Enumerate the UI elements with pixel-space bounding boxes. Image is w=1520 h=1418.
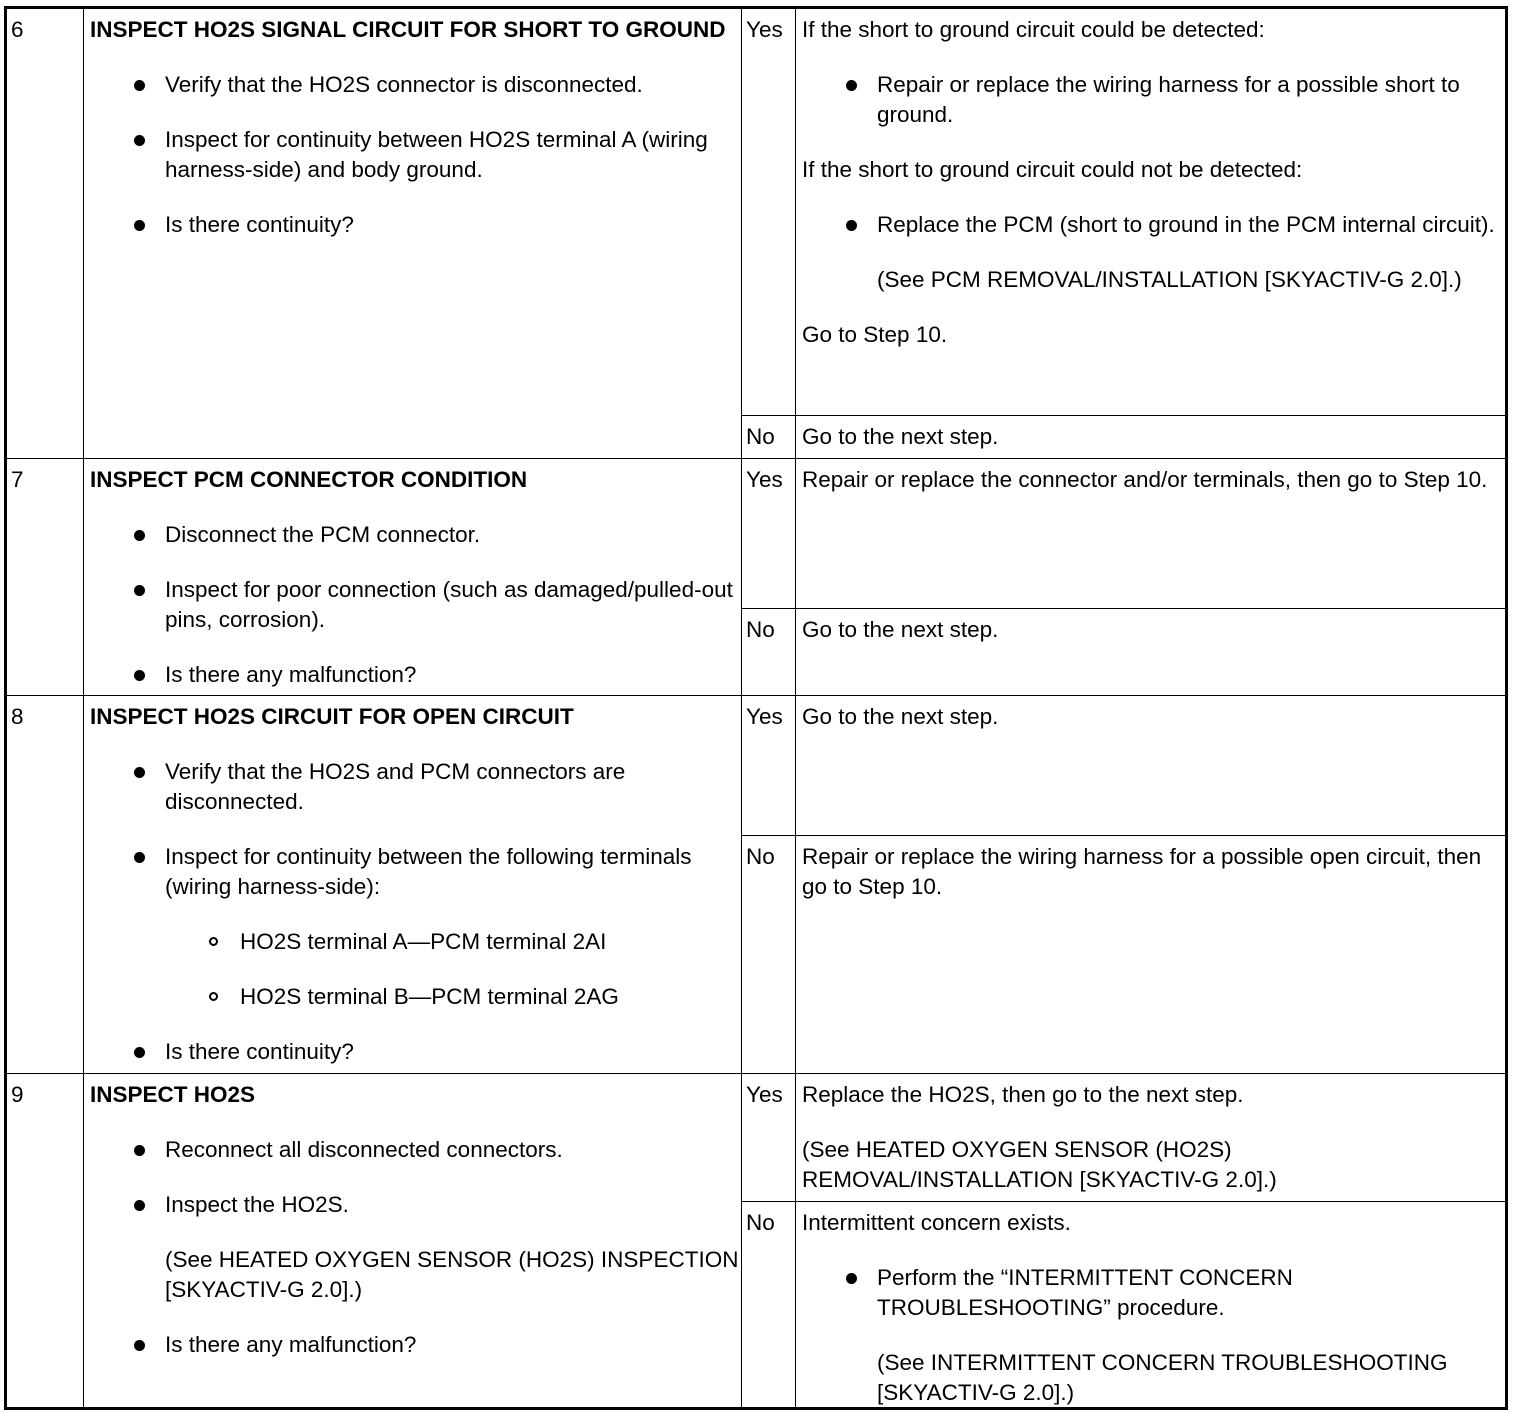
no-branch (742, 835, 1505, 1074)
step-number-cell (7, 696, 84, 1073)
bullet-item: Is there continuity? (90, 210, 741, 240)
inspection-cell (84, 459, 742, 695)
inspection-cell (84, 696, 742, 1073)
step-row-9 (7, 1073, 1505, 1407)
yes-branch (742, 1074, 1505, 1201)
bullet-item: Inspect for continuity between the following terminals (wiring harness-side): (90, 842, 741, 902)
no-branch (742, 608, 1505, 696)
bullet-item: Is there any malfunction? (90, 1330, 741, 1360)
bullet-item: Reconnect all disconnected connectors. (90, 1135, 741, 1165)
yes-label: Yes (746, 1082, 783, 1107)
step-title: INSPECT HO2S (90, 1082, 256, 1107)
no-branch (742, 1201, 1505, 1408)
yes-label: Yes (746, 17, 783, 42)
no-label: No (746, 617, 775, 642)
bullet-item: Inspect for continuity between HO2S terminal A (wiring harness-side) and body ground. (90, 125, 741, 185)
step-row-7 (7, 458, 1505, 695)
result-cell (742, 696, 1505, 1073)
action-text: If the short to ground circuit could be detected: (802, 17, 1265, 42)
action-text: Replace the HO2S, then go to the next step. (802, 1082, 1244, 1107)
inspection-cell (84, 9, 742, 458)
yes-action (796, 9, 1505, 415)
bullet-item: Is there any malfunction? (90, 660, 741, 690)
step-number: 7 (11, 467, 24, 492)
bullet-item: Disconnect the PCM connector. (90, 520, 741, 550)
step-title: INSPECT PCM CONNECTOR CONDITION (90, 467, 528, 492)
yes-action: Go to the next step. (802, 704, 999, 729)
sub-bullet-item: HO2S terminal B—PCM terminal 2AG (90, 982, 741, 1012)
no-action: Repair or replace the wiring harness for a possible open circuit, then go to Step 10. (802, 844, 1482, 899)
step-number: 8 (11, 704, 24, 729)
no-action (796, 1202, 1505, 1408)
bullet-item: Perform the “INTERMITTENT CONCERN TROUBLESHOOTING” procedure. (802, 1263, 1501, 1323)
no-action: Go to the next step. (802, 424, 999, 449)
step-number: 6 (11, 17, 24, 42)
step-number-cell (7, 9, 84, 458)
result-cell (742, 1074, 1505, 1407)
step-number-cell (7, 459, 84, 695)
step-title: INSPECT HO2S CIRCUIT FOR OPEN CIRCUIT (90, 704, 574, 729)
yes-action: Repair or replace the connector and/or terminals, then go to Step 10. (802, 467, 1488, 492)
yes-label: Yes (746, 467, 783, 492)
step-number-cell (7, 1074, 84, 1407)
yes-action (796, 1074, 1505, 1201)
action-text: If the short to ground circuit could not be detected: (802, 157, 1303, 182)
no-label: No (746, 844, 775, 869)
reference-text: (See HEATED OXYGEN SENSOR (HO2S) REMOVAL/INSTALLATION [SKYACTIV-G 2.0].) (802, 1137, 1277, 1192)
yes-branch (742, 9, 1505, 415)
step-row-8 (7, 695, 1505, 1073)
bullet-item: Verify that the HO2S connector is disconnected. (90, 70, 741, 100)
action-text: Intermittent concern exists. (802, 1210, 1071, 1235)
sub-bullet-item: HO2S terminal A—PCM terminal 2AI (90, 927, 741, 957)
step-number: 9 (11, 1082, 24, 1107)
inspection-cell (84, 1074, 742, 1407)
reference-text: (See PCM REMOVAL/INSTALLATION [SKYACTIV-G 2.0].) (877, 267, 1462, 292)
yes-branch (742, 459, 1505, 608)
no-label: No (746, 424, 775, 449)
result-cell (742, 9, 1505, 458)
goto-text: Go to Step 10. (802, 322, 948, 347)
bullet-item: Is there continuity? (90, 1037, 741, 1067)
bullet-item: Inspect for poor connection (such as damaged/pulled-out pins, corrosion). (90, 575, 741, 635)
bullet-item: Inspect the HO2S. (90, 1190, 741, 1220)
yes-branch (742, 696, 1505, 835)
yes-label: Yes (746, 704, 783, 729)
troubleshooting-table (4, 6, 1508, 1410)
reference-text: (See INTERMITTENT CONCERN TROUBLESHOOTING [SKYACTIV-G 2.0].) (877, 1350, 1448, 1405)
result-cell (742, 459, 1505, 695)
no-action: Go to the next step. (802, 617, 999, 642)
step-title: INSPECT HO2S SIGNAL CIRCUIT FOR SHORT TO GROUND (90, 17, 726, 42)
bullet-item: Replace the PCM (short to ground in the PCM internal circuit). (802, 210, 1501, 240)
no-branch (742, 415, 1505, 458)
reference-text: (See HEATED OXYGEN SENSOR (HO2S) INSPECTION [SKYACTIV-G 2.0].) (165, 1247, 739, 1302)
no-label: No (746, 1210, 775, 1235)
bullet-item: Repair or replace the wiring harness for a possible short to ground. (802, 70, 1501, 130)
step-row-6 (7, 9, 1505, 458)
bullet-item: Verify that the HO2S and PCM connectors are disconnected. (90, 757, 741, 817)
